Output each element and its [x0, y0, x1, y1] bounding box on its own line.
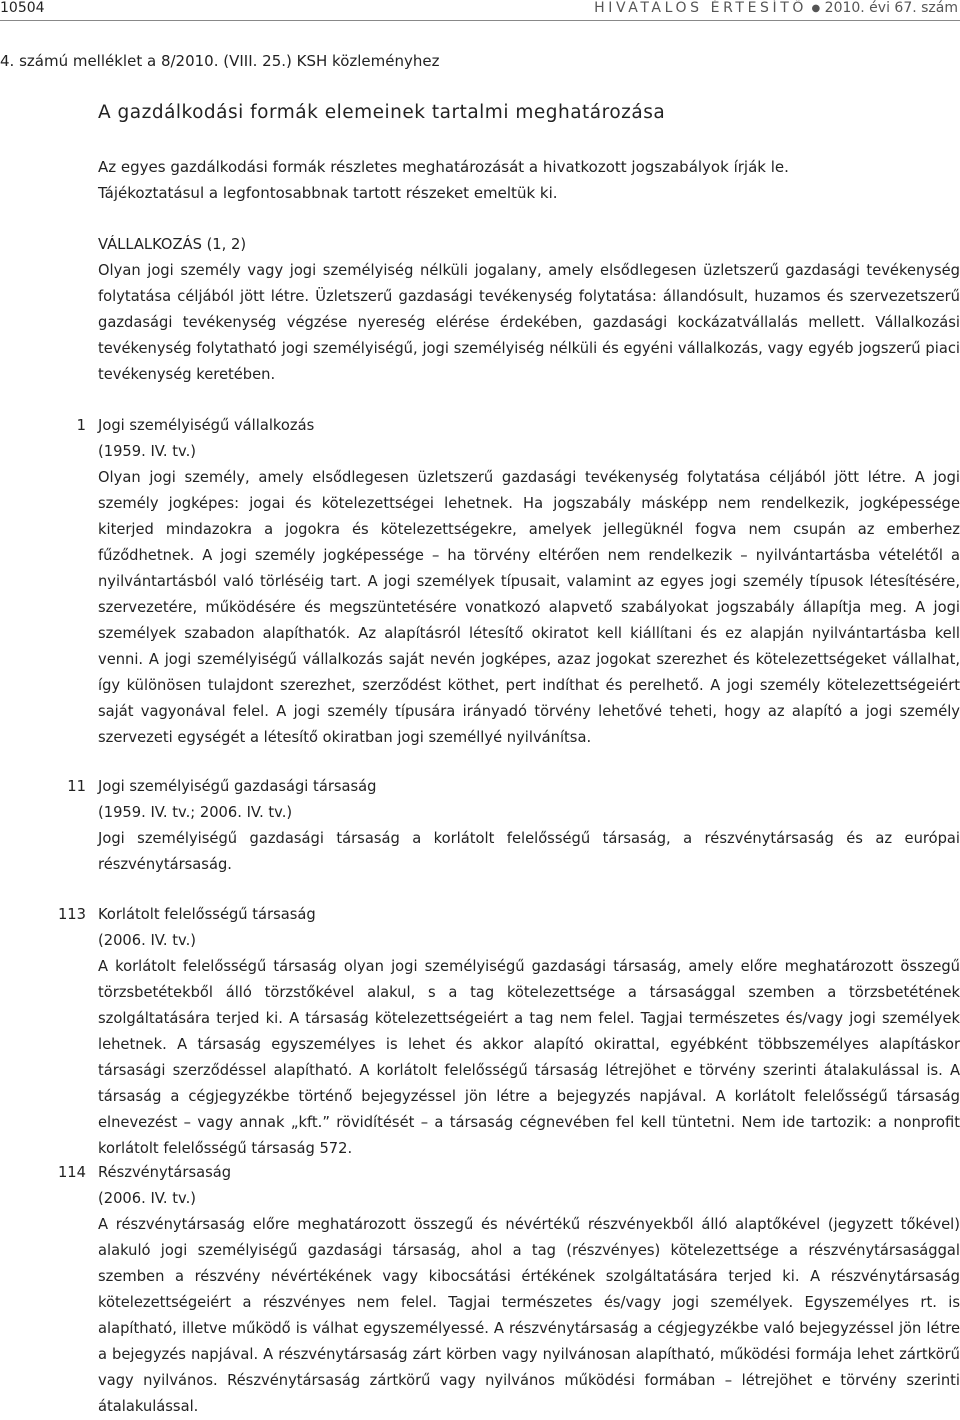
section-body: A részvénytársaság előre meghatározott összegű és névértékű részvényekből álló alaptőkével (jegyzett tőkével) alakuló jogi személyiségű gazdasági társaság, ahol a tag (részvényes) kötelezettsége a részvénytársasággal szemben a részvény névértékének vagy kibocsátási értékének szolgáltatására terjed ki. A részvénytársaság kötelezettségeiért a részvényes nem felel. Tagjai természetes és/vagy jogi személyek. Egyszemélyes rt. is alapítható, illetve működő is válhat egyszemélyessé. A részvénytársaság a cégjegyzékbe való bejegyzéssel jön létre a bejegyzés napjával. A részvénytársaság zárt körben vagy nyilvánosan alapítható, működési formája lehet zártkörű vagy nyilvános. Részvénytársaság zártkörű vagy nyilvános működési formában – létrejöhet e törvény szerinti átalakulással.: [98, 1216, 960, 1415]
section-heading: Jogi személyiségű gazdasági társaság: [98, 778, 377, 795]
section-law-reference: (2006. IV. tv.): [98, 1190, 196, 1207]
issue-number: 2010. évi 67. szám: [824, 0, 958, 16]
section-law-reference: (1959. IV. tv.): [98, 443, 196, 460]
section-body: Olyan jogi személy vagy jogi személyiség nélküli jogalany, amely elsődlegesen üzletszerű gazdasági tevékenység folytatása céljából jött létre. Üzletszerű gazdasági tevékenység folytatása: állandósult, huzamos és szervezetszerű gazdasági tevékenység végzése nyereség elérése érdekében, gazdasági kockázatvállalás mellett. Vállalkozási tevékenység folytatható jogi személyiségű, jogi személyiség nélküli és egyéni vállalkozás, vagy egyéb jogszerű piaci tevékenység keretében.: [98, 262, 960, 383]
section-heading: Részvénytársaság: [98, 1164, 232, 1181]
section-law-reference: (2006. IV. tv.): [98, 932, 196, 949]
intro: [98, 154, 960, 206]
running-header: [0, 0, 960, 22]
section-code: 1: [76, 417, 86, 434]
section-1: [76, 413, 960, 751]
section-vallalkozas: [98, 232, 960, 388]
separator-dot-icon: ●: [811, 3, 821, 14]
section-114: [57, 1160, 960, 1420]
section-body: Jogi személyiségű gazdasági társaság a korlátolt felelősségű társaság, a részvénytársaság és az európai részvénytársaság.: [98, 830, 960, 873]
section-heading: Korlátolt felelősségű társaság: [98, 906, 316, 923]
intro-line: Az egyes gazdálkodási formák részletes meghatározását a hivatkozott jogszabályok írják le.: [98, 158, 789, 176]
section-113: [57, 902, 960, 1162]
page-number: 10504: [0, 0, 45, 16]
publication-info: [594, 0, 958, 17]
intro-line: Tájékoztatásul a legfontosabbnak tartott részeket emeltük ki.: [98, 184, 558, 202]
section-body: A korlátolt felelősségű társaság olyan jogi személyiségű gazdasági társaság, amely előre meghatározott összegű törzsbetétekből álló törzstőkével alakul, s a tag kötelezettsége a társasággal szemben a törzsbetétének szolgáltatására terjed ki. A társaság kötelezettségeiért a tag nem felel. Tagjai természetes és/vagy jogi személyek lehetnek. A társaság egyszemélyes is lehet és akkor alapító okirattal, egyébként többszemélyes alapításkor társasági szerződéssel alapítható. A korlátolt felelősségű társaság létrejöhet e törvény szerinti átalakulással is. A társaság a cégjegyzékbe történő bejegyzéssel jön létre a bejegyzés napjával. A korlátolt felelősségű társaság elnevezést – vagy annak „kft.” rövidítését – a társaság cégnevében fel kell tüntetni. Nem ide tartozik: a nonprofit korlátolt felelősségű társaság 572.: [98, 958, 960, 1157]
section-heading: Jogi személyiségű vállalkozás: [98, 417, 315, 434]
section-law-reference: (1959. IV. tv.; 2006. IV. tv.): [98, 804, 293, 821]
header-rule: [0, 20, 960, 21]
section-11: [67, 774, 960, 878]
section-heading: VÁLLALKOZÁS (1, 2): [98, 236, 247, 253]
section-body: Olyan jogi személy, amely elsődlegesen üzletszerű gazdasági tevékenység folytatása céljából jött létre. A jogi személy jogképes: jogai és kötelezettségei lehetnek. Ha jogszabály másképp nem rendelkezik, jogképessége kiterjed mindazokra a jogokra és kötelezettségekre, amelyek jellegüknél fogva nem csupán az emberhez fűződhetnek. A jogi személy jogképessége – ha törvény eltérően nem rendelkezik – nyilvántartásba vételétől a nyilvántartásból való törléséig tart. A jogi személyek típusait, valamint az egyes jogi személy típusok létesítésére, szervezetére, működésére és megszüntetésére vonatkozó alapvető szabályokat jogszabály állapítja meg. A jogi személyek szabadon alapíthatók. Az alapításról létesítő okiratot kell kiállítani és ez alapján nyilvántartásba kell venni. A jogi személyiségű vállalkozás saját nevén jogképes, azaz jogokat szerezhet és kötelezettségeket vállalhat, így különösen tulajdont szerezhet, szerződést köthet, pert indíthat és perelhető. A jogi személy kötelezettségeiért saját vagyonával felel. A jogi személy típusára irányadó törvény lehetővé teheti, hogy az alapító a jogi személy szervezeti egységét a létesítő okiratban jogi személlyé nyilvánítsa.: [98, 469, 960, 746]
annex-title: 4. számú melléklet a 8/2010. (VIII. 25.) KSH közleményhez: [0, 52, 440, 70]
section-code: 114: [57, 1164, 86, 1181]
publication-name: HIVATALOS ÉRTESÍTŐ: [594, 0, 808, 16]
section-code: 11: [67, 778, 86, 795]
page-title: A gazdálkodási formák elemeinek tartalmi meghatározása: [98, 102, 666, 123]
section-code: 113: [57, 906, 86, 923]
